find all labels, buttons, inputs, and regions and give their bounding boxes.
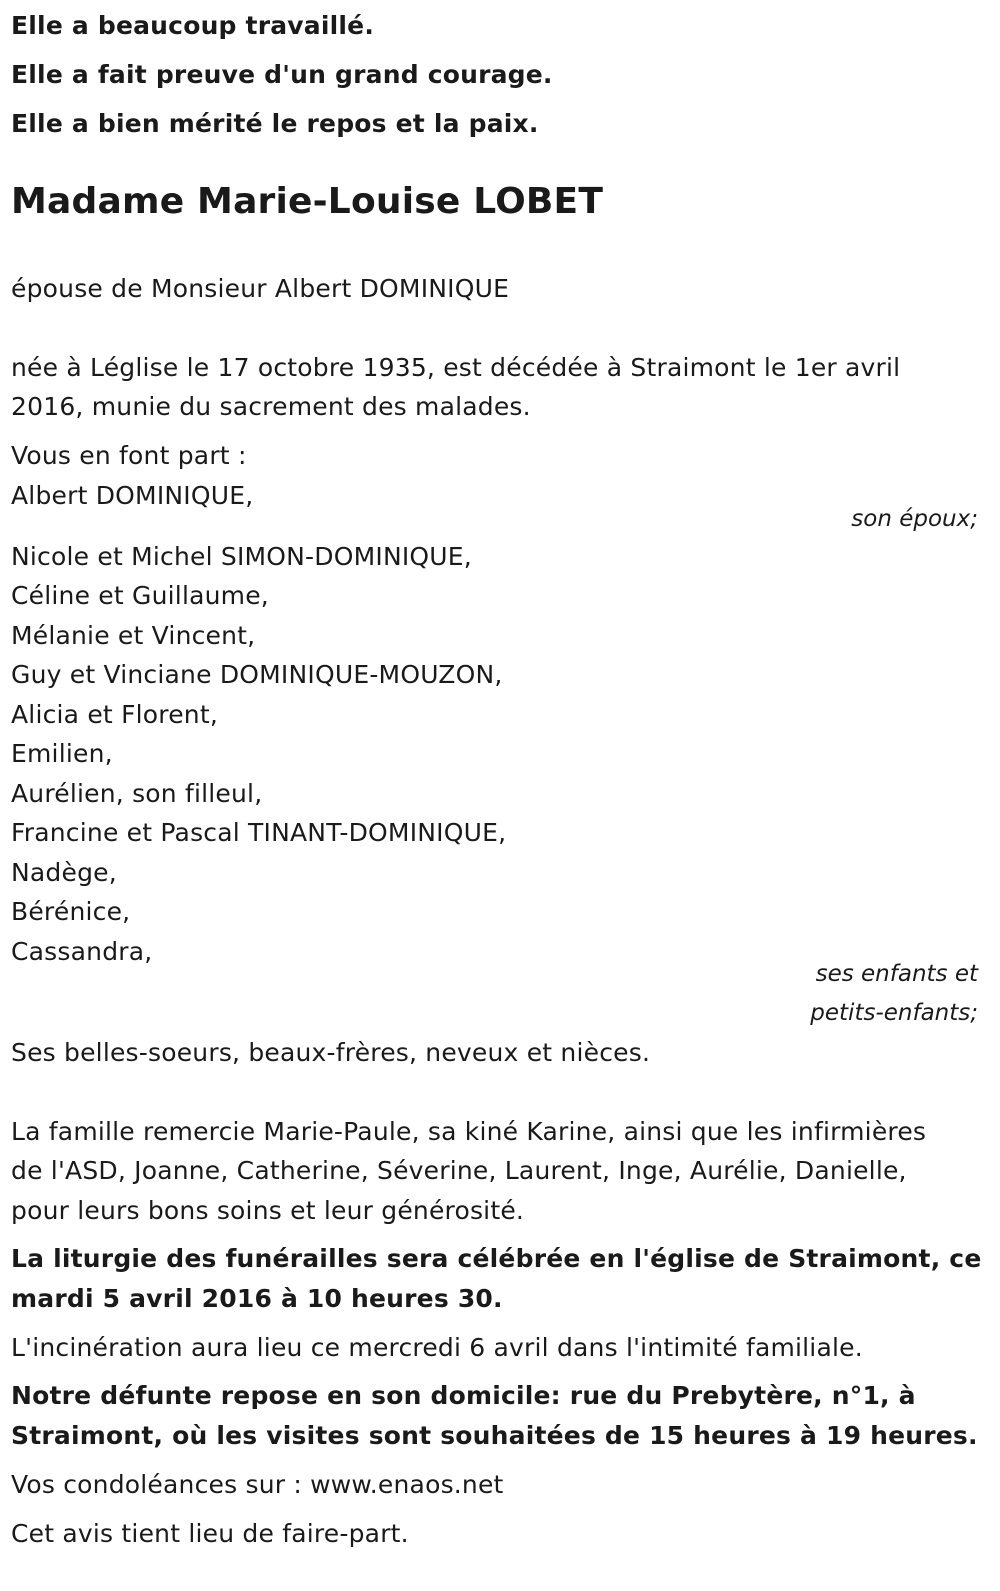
family-member: Aurélien, son filleul, <box>11 779 263 808</box>
funeral-line-2: mardi 5 avril 2016 à 10 heures 30. <box>11 1284 503 1313</box>
birth-death-line-1: née à Léglise le 17 octobre 1935, est décédée à Straimont le 1er avril <box>11 353 901 382</box>
family-member: Bérénice, <box>11 897 131 926</box>
family-member: Céline et Guillaume, <box>11 581 269 610</box>
condolences-link[interactable]: Vos condoléances sur : www.enaos.net <box>11 1470 504 1499</box>
cremation-notice: L'incinération aura lieu ce mercredi 6 avril dans l'intimité familiale. <box>11 1333 863 1362</box>
family-member: Nicole et Michel SIMON-DOMINIQUE, <box>11 542 472 571</box>
thanks-line-1: La famille remercie Marie-Paule, sa kiné Karine, ainsi que les infirmières <box>11 1117 927 1146</box>
epitaph-line-1: Elle a beaucoup travaillé. <box>11 11 375 40</box>
extended-family: Ses belles-soeurs, beaux-frères, neveux et nièces. <box>11 1038 651 1067</box>
birth-death-line-2: 2016, munie du sacrement des malades. <box>11 392 531 421</box>
spouse-line: épouse de Monsieur Albert DOMINIQUE <box>11 274 510 303</box>
family-member: Mélanie et Vincent, <box>11 621 256 650</box>
closing-note: Cet avis tient lieu de faire-part. <box>11 1519 409 1548</box>
family-member: Emilien, <box>11 739 113 768</box>
epitaph-line-2: Elle a fait preuve d'un grand courage. <box>11 60 553 89</box>
family-member: Cassandra, <box>11 937 153 966</box>
spouse-name: Albert DOMINIQUE, <box>11 481 254 510</box>
announcers-intro: Vous en font part : <box>11 441 247 470</box>
family-member: Francine et Pascal TINANT-DOMINIQUE, <box>11 818 507 847</box>
visitation-line-1: Notre défunte repose en son domicile: rue du Prebytère, n°1, à <box>11 1381 916 1410</box>
children-role-line-1: ses enfants et <box>815 961 978 987</box>
family-member: Nadège, <box>11 858 117 887</box>
deceased-name: Madame Marie-Louise LOBET <box>11 181 604 222</box>
visitation-line-2: Straimont, où les visites sont souhaitées de 15 heures à 19 heures. <box>11 1421 978 1450</box>
funeral-line-1: La liturgie des funérailles sera célébrée en l'église de Straimont, ce <box>11 1244 982 1273</box>
thanks-line-3: pour leurs bons soins et leur générosité. <box>11 1196 525 1225</box>
epitaph-line-3: Elle a bien mérité le repos et la paix. <box>11 109 539 138</box>
children-role-line-2: petits-enfants; <box>810 1000 978 1026</box>
family-member: Alicia et Florent, <box>11 700 219 729</box>
spouse-role: son époux; <box>851 506 978 532</box>
thanks-line-2: de l'ASD, Joanne, Catherine, Séverine, Laurent, Inge, Aurélie, Danielle, <box>11 1156 907 1185</box>
family-member: Guy et Vinciane DOMINIQUE-MOUZON, <box>11 660 503 689</box>
